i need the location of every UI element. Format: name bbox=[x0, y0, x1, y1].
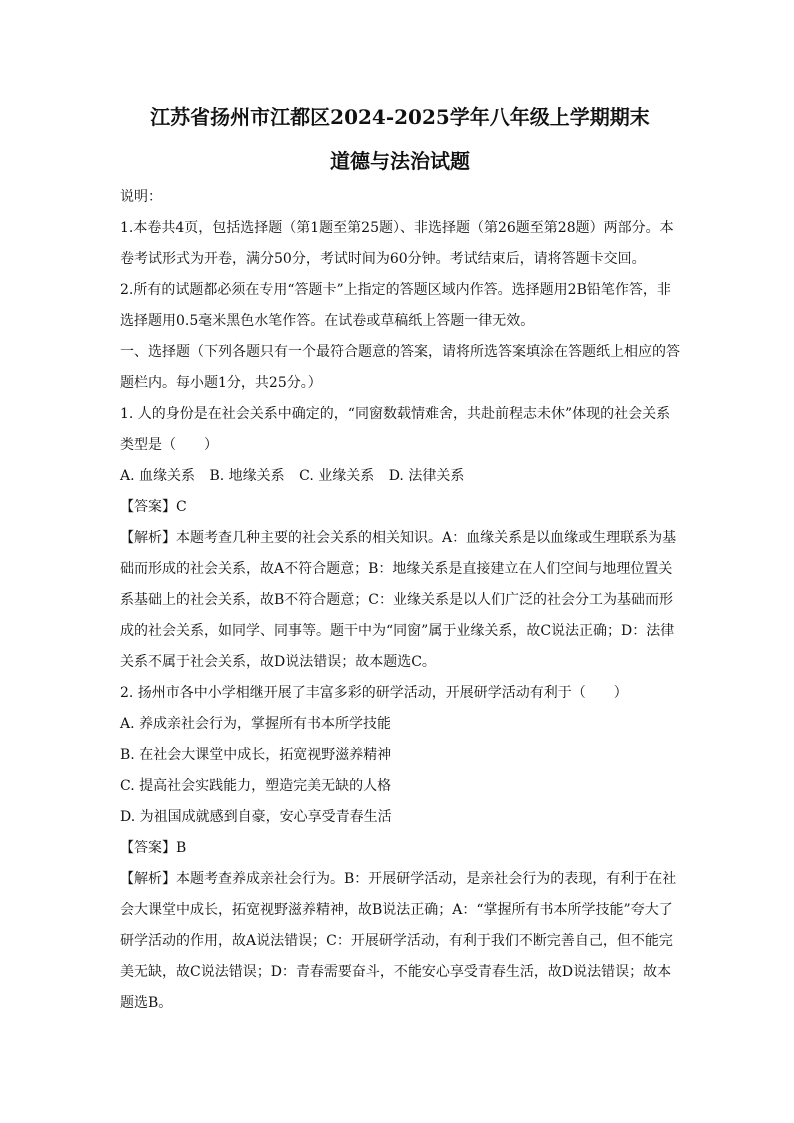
question-1-option-d: D. 法律关系 bbox=[388, 468, 465, 484]
exam-title-line1: 江苏省扬州市江都区2024-2025学年八年级上学期期末 bbox=[150, 105, 650, 129]
answer-label: 【答案】 bbox=[120, 840, 176, 856]
intro-paragraph-2: 2.所有的试题都必须在专用“答题卡”上指定的答题区域内作答。选择题用2B铅笔作答，非选择题用0.5毫米黑色水笔作答。在试卷或草稿纸上答题一律无效。 bbox=[120, 282, 671, 329]
question-1-option-a: A. 血缘关系 bbox=[120, 468, 196, 484]
exam-title-line2: 道德与法治试题 bbox=[330, 149, 470, 173]
section-heading-choice: 一、选择题（下列各题只有一个最符合题意的答案，请将所选答案填涂在答题纸上相应的答题栏内。每小题1分，共25分。） bbox=[120, 344, 680, 391]
question-1-analysis bbox=[120, 523, 680, 678]
question-2-option-d: D. 为祖国成就感到自豪，安心享受青春生活 bbox=[120, 809, 392, 825]
question-2-stem: 2. 扬州市各中小学相继开展了丰富多彩的研学活动，开展研学活动有利于（ ） bbox=[120, 685, 628, 701]
analysis-label: 【解析】 bbox=[120, 530, 176, 546]
exam-page bbox=[120, 102, 680, 1019]
question-2-option-b: B. 在社会大课堂中成长，拓宽视野滋养精神 bbox=[120, 747, 392, 763]
question-1-option-b: B. 地缘关系 bbox=[209, 468, 285, 484]
intro-label: 说明： bbox=[120, 189, 162, 205]
analysis-text: 本题考查几种主要的社会关系的相关知识。A：血缘关系是以血缘或生理联系为基础而形成的社会关系，故A不符合题意；B：地缘关系是直接建立在人们空间与地理位置关系基础上的社会关系，故B不符合题意；C：业缘关系是以人们广泛的社会分工为基础而形成的社会关系，如同学、同事等。题干中为“同窗”属于业缘关系，故C说法正确；D：法律关系不属于社会关系，故D说法错误；故本题选C。 bbox=[120, 530, 677, 670]
answer-value: C bbox=[176, 499, 187, 515]
question-2-option-c: C. 提高社会实践能力，塑造完美无缺的人格 bbox=[120, 778, 392, 794]
analysis-label: 【解析】 bbox=[120, 871, 176, 887]
question-2-analysis bbox=[120, 864, 680, 1019]
question-1-stem: 1. 人的身份是在社会关系中确定的，“同窗数载情难舍，共赴前程志未休”体现的社会关系类型是（ ） bbox=[120, 406, 671, 453]
question-1-options bbox=[120, 461, 680, 492]
question-2-option-a: A. 养成亲社会行为，掌握所有书本所学技能 bbox=[120, 716, 392, 732]
analysis-text: 本题考查养成亲社会行为。B：开展研学活动，是亲社会行为的表现，有利于在社会大课堂中成长，拓宽视野滋养精神，故B说法正确；A：“掌握所有书本所学技能”夸大了研学活动的作用，故A说法错误；C：开展研学活动，有利于我们不断完善自己，但不能完美无缺，故C说法错误；D：青春需要奋斗，不能安心享受青春生活，故D说法错误；故本题选B。 bbox=[120, 871, 677, 1011]
intro-paragraph-1: 1.本卷共4页，包括选择题（第1题至第25题）、非选择题（第26题至第28题）两部分。本卷考试形式为开卷，满分50分，考试时间为60分钟。考试结束后，请将答题卡交回。 bbox=[120, 220, 674, 267]
answer-value: B bbox=[176, 840, 187, 856]
question-1-answer bbox=[120, 492, 680, 523]
question-2-answer bbox=[120, 833, 680, 864]
question-1-option-c: C. 业缘关系 bbox=[299, 468, 375, 484]
answer-label: 【答案】 bbox=[120, 499, 176, 515]
